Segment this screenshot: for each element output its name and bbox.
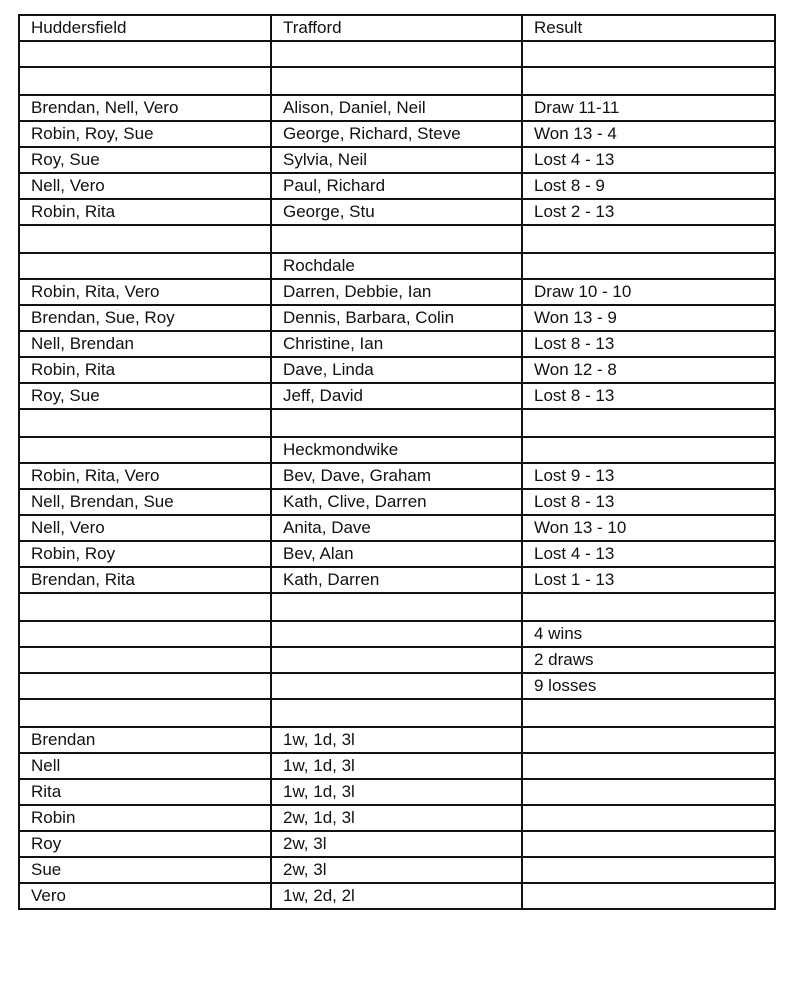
opponent-cell: Kath, Darren xyxy=(271,567,522,593)
huddersfield-cell: Nell xyxy=(19,753,271,779)
header-result: Result xyxy=(522,15,775,41)
result-cell: Lost 4 - 13 xyxy=(522,541,775,567)
result-cell xyxy=(522,593,775,621)
opponent-cell: 1w, 2d, 2l xyxy=(271,883,522,909)
huddersfield-cell: Robin, Rita, Vero xyxy=(19,463,271,489)
huddersfield-cell xyxy=(19,253,271,279)
result-cell: Lost 2 - 13 xyxy=(522,199,775,225)
table-row xyxy=(19,253,775,279)
opponent-cell: Anita, Dave xyxy=(271,515,522,541)
huddersfield-cell: Brendan, Sue, Roy xyxy=(19,305,271,331)
opponent-cell: Kath, Clive, Darren xyxy=(271,489,522,515)
opponent-cell: Dennis, Barbara, Colin xyxy=(271,305,522,331)
huddersfield-cell: Robin xyxy=(19,805,271,831)
opponent-cell: Sylvia, Neil xyxy=(271,147,522,173)
table-row xyxy=(19,541,775,567)
huddersfield-cell xyxy=(19,437,271,463)
opponent-cell: 2w, 3l xyxy=(271,857,522,883)
table-row xyxy=(19,95,775,121)
huddersfield-cell xyxy=(19,225,271,253)
table-row xyxy=(19,673,775,699)
huddersfield-cell xyxy=(19,621,271,647)
table-row xyxy=(19,463,775,489)
huddersfield-cell xyxy=(19,41,271,67)
table-row xyxy=(19,199,775,225)
result-cell xyxy=(522,753,775,779)
huddersfield-cell xyxy=(19,409,271,437)
opponent-cell: George, Stu xyxy=(271,199,522,225)
result-cell xyxy=(522,67,775,95)
table-row xyxy=(19,779,775,805)
result-cell xyxy=(522,857,775,883)
table-row xyxy=(19,489,775,515)
table-row xyxy=(19,593,775,621)
table-row xyxy=(19,279,775,305)
result-cell: 9 losses xyxy=(522,673,775,699)
opponent-cell xyxy=(271,593,522,621)
huddersfield-cell: Nell, Brendan, Sue xyxy=(19,489,271,515)
opponent-cell xyxy=(271,673,522,699)
table-row xyxy=(19,67,775,95)
result-cell: Draw 11-11 xyxy=(522,95,775,121)
opponent-cell xyxy=(271,41,522,67)
table-row xyxy=(19,753,775,779)
huddersfield-cell: Robin, Rita, Vero xyxy=(19,279,271,305)
opponent-cell: Darren, Debbie, Ian xyxy=(271,279,522,305)
table-row xyxy=(19,857,775,883)
result-cell xyxy=(522,437,775,463)
table-row xyxy=(19,699,775,727)
huddersfield-cell: Nell, Vero xyxy=(19,515,271,541)
huddersfield-cell xyxy=(19,647,271,673)
table-row xyxy=(19,621,775,647)
opponent-cell: Heckmondwike xyxy=(271,437,522,463)
opponent-cell xyxy=(271,699,522,727)
opponent-cell xyxy=(271,409,522,437)
result-cell xyxy=(522,727,775,753)
huddersfield-cell: Brendan, Rita xyxy=(19,567,271,593)
opponent-cell xyxy=(271,621,522,647)
result-cell xyxy=(522,779,775,805)
opponent-cell: George, Richard, Steve xyxy=(271,121,522,147)
result-cell: Draw 10 - 10 xyxy=(522,279,775,305)
huddersfield-cell: Robin, Rita xyxy=(19,199,271,225)
opponent-cell: Alison, Daniel, Neil xyxy=(271,95,522,121)
huddersfield-cell: Nell, Vero xyxy=(19,173,271,199)
huddersfield-cell: Roy, Sue xyxy=(19,147,271,173)
opponent-cell xyxy=(271,225,522,253)
huddersfield-cell: Vero xyxy=(19,883,271,909)
header-row xyxy=(19,15,775,41)
results-table xyxy=(18,14,776,910)
result-cell: Lost 8 - 9 xyxy=(522,173,775,199)
table-row xyxy=(19,147,775,173)
huddersfield-cell: Roy, Sue xyxy=(19,383,271,409)
result-cell xyxy=(522,409,775,437)
opponent-cell: Dave, Linda xyxy=(271,357,522,383)
table-row xyxy=(19,357,775,383)
result-cell: Lost 8 - 13 xyxy=(522,383,775,409)
table-row xyxy=(19,41,775,67)
opponent-cell xyxy=(271,647,522,673)
result-cell: Won 13 - 10 xyxy=(522,515,775,541)
huddersfield-cell: Rita xyxy=(19,779,271,805)
table-row xyxy=(19,409,775,437)
table-row xyxy=(19,515,775,541)
result-cell: Lost 9 - 13 xyxy=(522,463,775,489)
results-table-body xyxy=(19,15,775,909)
result-cell: Lost 1 - 13 xyxy=(522,567,775,593)
result-cell xyxy=(522,253,775,279)
opponent-cell: 1w, 1d, 3l xyxy=(271,753,522,779)
result-cell: 4 wins xyxy=(522,621,775,647)
opponent-cell: Rochdale xyxy=(271,253,522,279)
opponent-cell: 2w, 1d, 3l xyxy=(271,805,522,831)
result-cell xyxy=(522,699,775,727)
table-row xyxy=(19,383,775,409)
huddersfield-cell xyxy=(19,593,271,621)
table-row xyxy=(19,831,775,857)
table-row xyxy=(19,647,775,673)
table-row xyxy=(19,173,775,199)
result-cell: Lost 8 - 13 xyxy=(522,489,775,515)
header-trafford: Trafford xyxy=(271,15,522,41)
opponent-cell: 1w, 1d, 3l xyxy=(271,727,522,753)
result-cell xyxy=(522,225,775,253)
huddersfield-cell xyxy=(19,67,271,95)
huddersfield-cell: Robin, Roy xyxy=(19,541,271,567)
opponent-cell: Jeff, David xyxy=(271,383,522,409)
huddersfield-cell: Nell, Brendan xyxy=(19,331,271,357)
huddersfield-cell xyxy=(19,699,271,727)
header-huddersfield: Huddersfield xyxy=(19,15,271,41)
result-cell: 2 draws xyxy=(522,647,775,673)
opponent-cell: Bev, Dave, Graham xyxy=(271,463,522,489)
opponent-cell: 2w, 3l xyxy=(271,831,522,857)
table-row xyxy=(19,225,775,253)
table-row xyxy=(19,567,775,593)
table-row xyxy=(19,331,775,357)
result-cell xyxy=(522,831,775,857)
table-row xyxy=(19,727,775,753)
huddersfield-cell: Brendan xyxy=(19,727,271,753)
huddersfield-cell: Roy xyxy=(19,831,271,857)
result-cell: Won 13 - 4 xyxy=(522,121,775,147)
result-cell xyxy=(522,41,775,67)
opponent-cell: 1w, 1d, 3l xyxy=(271,779,522,805)
huddersfield-cell: Sue xyxy=(19,857,271,883)
table-row xyxy=(19,437,775,463)
result-cell: Lost 8 - 13 xyxy=(522,331,775,357)
result-cell xyxy=(522,883,775,909)
huddersfield-cell: Robin, Roy, Sue xyxy=(19,121,271,147)
huddersfield-cell xyxy=(19,673,271,699)
result-cell: Won 13 - 9 xyxy=(522,305,775,331)
result-cell: Lost 4 - 13 xyxy=(522,147,775,173)
opponent-cell: Christine, Ian xyxy=(271,331,522,357)
opponent-cell: Bev, Alan xyxy=(271,541,522,567)
opponent-cell xyxy=(271,67,522,95)
opponent-cell: Paul, Richard xyxy=(271,173,522,199)
table-row xyxy=(19,805,775,831)
table-row xyxy=(19,121,775,147)
huddersfield-cell: Robin, Rita xyxy=(19,357,271,383)
result-cell xyxy=(522,805,775,831)
table-row xyxy=(19,883,775,909)
huddersfield-cell: Brendan, Nell, Vero xyxy=(19,95,271,121)
result-cell: Won 12 - 8 xyxy=(522,357,775,383)
table-row xyxy=(19,305,775,331)
